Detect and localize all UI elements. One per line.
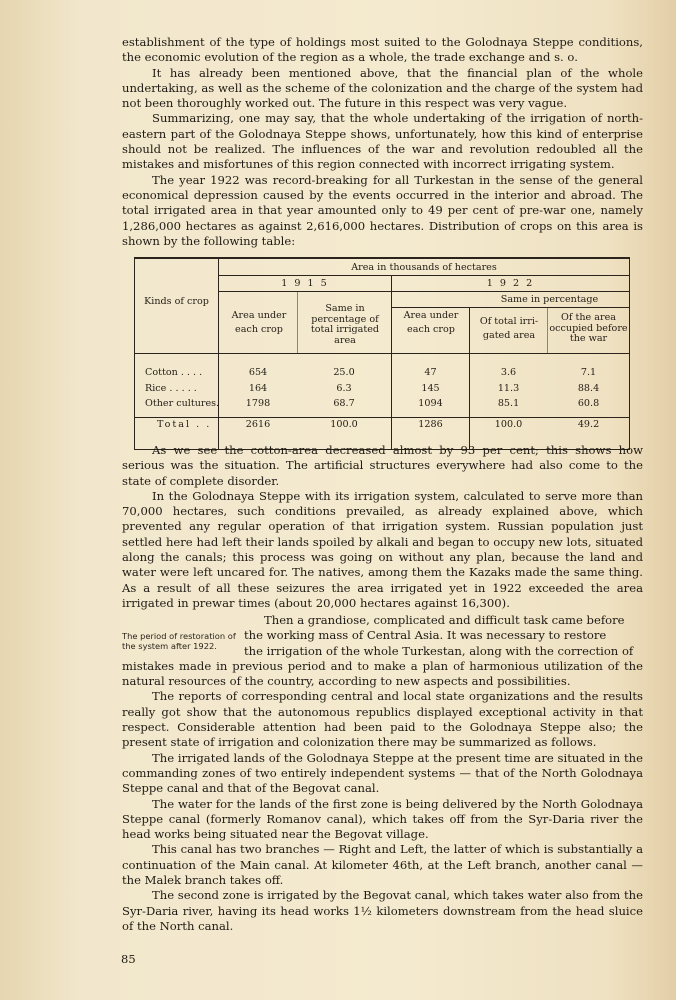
header-same-pct: Same in percentage <box>500 294 599 305</box>
line: Then a grandiose, complicated and difficult task came before <box>264 613 625 627</box>
text-block-restoration <box>122 613 643 934</box>
table-cell: 654 <box>248 367 268 378</box>
table-cell: 47 <box>424 367 437 378</box>
table-cell: 85.1 <box>497 398 520 409</box>
table-cell: 88.4 <box>577 383 600 394</box>
margin-note: The period of restoration of the system after 1922. <box>122 631 236 651</box>
table-cell: 6.3 <box>336 383 352 394</box>
header-total-irrigated: Of total irri-gated area <box>479 316 539 341</box>
line: mistakes made in previous period and to make a plan of harmonious utilization of the natural resources of the country, according to new aspects and possibilities. <box>122 658 643 689</box>
paragraph: This canal has two branches — Right and Left, the latter of which is substantially a continuation of the Main canal. At kilometer 46th, at the Left branch, another canal — the Malek branch takes off. <box>122 842 643 888</box>
table-cell: 100.0 <box>330 419 358 430</box>
table-cell: 49.2 <box>577 419 600 430</box>
table-cell: 25.0 <box>333 367 355 378</box>
table-cell: 1286 <box>418 419 443 430</box>
header-area-1922: Area under each crop <box>403 310 459 335</box>
text-block-after-table <box>122 443 643 611</box>
table-cell: 7.1 <box>580 367 597 378</box>
paragraph: The reports of corresponding central and local state organizations and the results really got show that the autonomous republics displayed exceptional activity in that respect. Considerable attention had been paid to the Golodnaya Steppe also; the present state of irrigation and colonization there may be summarized as follows. <box>122 689 643 750</box>
text-block-before-table <box>122 35 643 249</box>
paragraph: The second zone is irrigated by the Begovat canal, which takes water also from the Syr-Daria river, having its head works 1½ kilometers downstream from the head sluice of the North canal. <box>122 888 643 933</box>
header-year-1922: 1 9 2 2 <box>486 278 535 289</box>
table-cell: 11.3 <box>497 383 520 394</box>
paragraph: The irrigated lands of the Golodnaya Steppe at the present time are situated in the commanding zones of two entirely independent systems — that of the North Golodnaya Steppe canal and that of the Begovat canal. <box>122 750 643 796</box>
table-cell: 68.7 <box>333 398 355 409</box>
crop-name: Cotton . . . . <box>145 367 203 378</box>
table-cell: 100.0 <box>494 419 523 430</box>
crop-name: Other cultures. <box>145 398 220 409</box>
paragraph: Summarizing, one may say, that the whole undertaking of the irrigation of north-eastern part of the Golodnaya Steppe shows, unfortunately, how this kind of enterprise should not be realized. The influences of the war and revolution redoubled all the mistakes and misfortunes of this region connected with incorrect irrigating system. <box>122 111 643 172</box>
header-area-1915: Area under each crop <box>231 310 287 335</box>
table-cell: 3.6 <box>500 367 517 378</box>
restoration-paragraph <box>122 613 643 689</box>
header-kinds-of-crop: Kinds of crop <box>144 296 209 307</box>
paragraph: It has already been mentioned above, that the financial plan of the whole undertaking, as well as the scheme of the colonization and the charge of the system had not been thoroughly worked out. The future in this respect was very vague. <box>122 65 643 111</box>
table-cell: 2616 <box>245 419 271 430</box>
page-number: 85 <box>121 952 136 966</box>
crop-name-total: Total . . <box>157 419 212 430</box>
table-cell: 164 <box>248 383 268 394</box>
paragraph: As we see the cotton-area decreased almost by 93 per cent; this shows how serious was the situation. The artificial structures everywhere had also come to the state of complete disorder. <box>122 443 643 488</box>
header-area: Area in thousands of hectares <box>351 262 497 273</box>
header-pct-1915: Same in percentage of total irrigated area <box>310 303 380 346</box>
paragraph: In the Golodnaya Steppe with its irrigation system, calculated to serve more than 70,000 hectares, such conditions prevailed, as already explained above, which prevented any regular operation of that irrigation system. Russian population just settled here had left their lands spoiled by alkali and began to occupy new lots, situated along the canals; this process was going on without any plan, because the land and water were left uncared for. The natives, among them the Kazaks made the same thing. As a result of all these seizures the area irrigated yet in 1922 exceeded the area irrigated in prewar times (about 20,000 hectares against 16,300). <box>122 488 643 610</box>
table-cell: 145 <box>421 383 440 394</box>
line: the working mass of Central Asia. It was necessary to restore <box>244 628 607 643</box>
header-prewar: Of the area occupied before the war <box>549 312 628 344</box>
header-year-1915: 1 9 1 5 <box>281 278 329 289</box>
line: the irrigation of the whole Turkestan, along with the correction of <box>244 643 634 658</box>
paragraph: establishment of the type of holdings most suited to the Golodnaya Steppe conditions, the economic evolution of the region as a whole, the trade exchange and s. o. <box>122 35 643 65</box>
crop-name: Rice . . . . . <box>145 383 197 394</box>
table-cell: 60.8 <box>577 398 600 409</box>
table-cell: 1094 <box>418 398 443 409</box>
paragraph: The water for the lands of the first zone is being delivered by the North Golodnaya Steppe canal (formerly Romanov canal), which takes off from the Syr-Daria river the head works being situated near the Begovat village. <box>122 796 643 842</box>
table-cell: 1798 <box>245 398 271 409</box>
crop-distribution-table <box>134 257 630 450</box>
paragraph: The year 1922 was record-breaking for all Turkestan in the sense of the general economical depression caused by the events occurred in the interior and abroad. The total irrigated area in that year amounted only to 49 per cent of pre-war one, namely 1,286,000 hectares as against 2,616,000 hectares. Distribution of crops on this area is shown by the following table: <box>122 172 643 248</box>
